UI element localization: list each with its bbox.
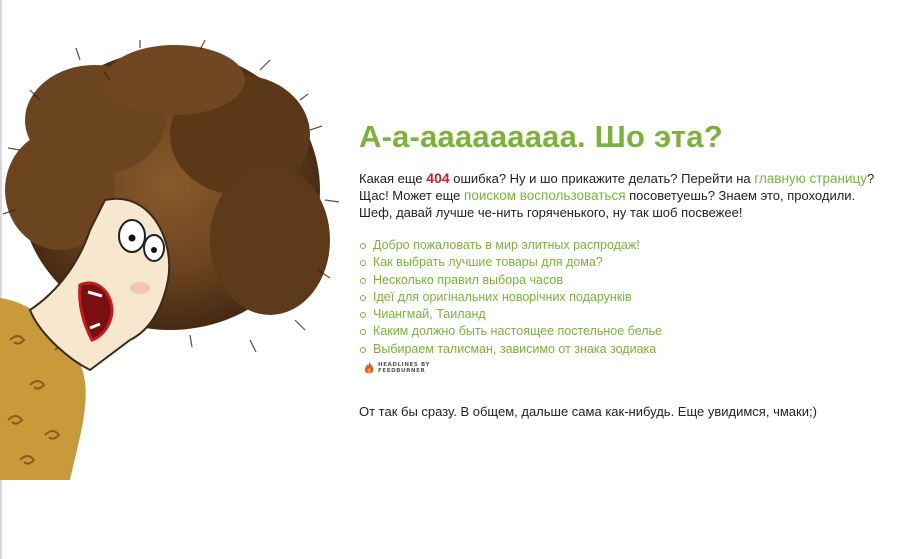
page-title: А-а-ааааааааа. Шо эта?: [359, 119, 723, 154]
list-item: [359, 272, 909, 289]
headline-link[interactable]: Как выбрать лучшие товары для дома?: [373, 255, 603, 270]
feedburner-line: FEEDBURNER: [378, 368, 426, 375]
feedburner-label: [378, 362, 430, 374]
list-item: [359, 289, 909, 306]
feedburner-flame-icon: [362, 361, 376, 375]
bullet-icon: [360, 329, 366, 335]
headline-link[interactable]: Каким должно быть настоящее постельное белье: [373, 324, 662, 339]
home-page-link[interactable]: главную страницу: [754, 171, 867, 186]
intro-text-part: ?: [866, 171, 875, 186]
headline-link[interactable]: Ідеї для оригінальних новорічних подарунків: [373, 289, 632, 304]
intro-text-part: Какая еще: [359, 171, 427, 186]
intro-text-part: Шеф, давай лучше че-нить горяченького, ну так шоб посвежее!: [359, 205, 743, 220]
headline-link[interactable]: Добро пожаловать в мир элитных распродаж!: [373, 238, 640, 252]
bullet-icon: [360, 295, 366, 301]
hair-shape: [5, 45, 330, 330]
outro-text: От так бы сразу. В общем, дальше сама как-нибудь. Еще увидимся, чмаки;): [359, 404, 817, 419]
intro-text-part: ошибка? Ну и шо прикажите делать? Перейти на: [449, 171, 755, 186]
intro-text-part: Щас! Может еще: [359, 188, 465, 203]
list-item: [359, 254, 909, 271]
bullet-icon: [360, 312, 366, 318]
bullet-icon: [360, 243, 366, 249]
feedburner-line: HEADLINES BY: [378, 362, 431, 369]
bullet-icon: [360, 260, 366, 266]
main-content: [359, 118, 909, 375]
search-link[interactable]: поиском воспользоваться: [464, 188, 626, 203]
headline-link[interactable]: Несколько правил выбора часов: [373, 272, 563, 287]
headline-link[interactable]: Чиангмай, Таиланд: [373, 307, 486, 322]
list-item: [359, 306, 909, 323]
intro-text-part: посоветуешь? Знаем это, проходили.: [625, 188, 856, 203]
error-code: 404: [426, 170, 450, 186]
headline-link[interactable]: Выбираем талисман, зависимо от знака зодиака: [373, 341, 657, 356]
list-item: [359, 237, 909, 254]
list-item: [359, 323, 909, 340]
bullet-icon: [360, 347, 366, 353]
feedburner-badge[interactable]: [362, 361, 909, 375]
intro-text: [359, 170, 909, 221]
headlines-list: [359, 237, 909, 358]
cartoon-woman-illustration: [0, 40, 345, 480]
bullet-icon: [360, 278, 366, 284]
list-item: [359, 341, 909, 358]
